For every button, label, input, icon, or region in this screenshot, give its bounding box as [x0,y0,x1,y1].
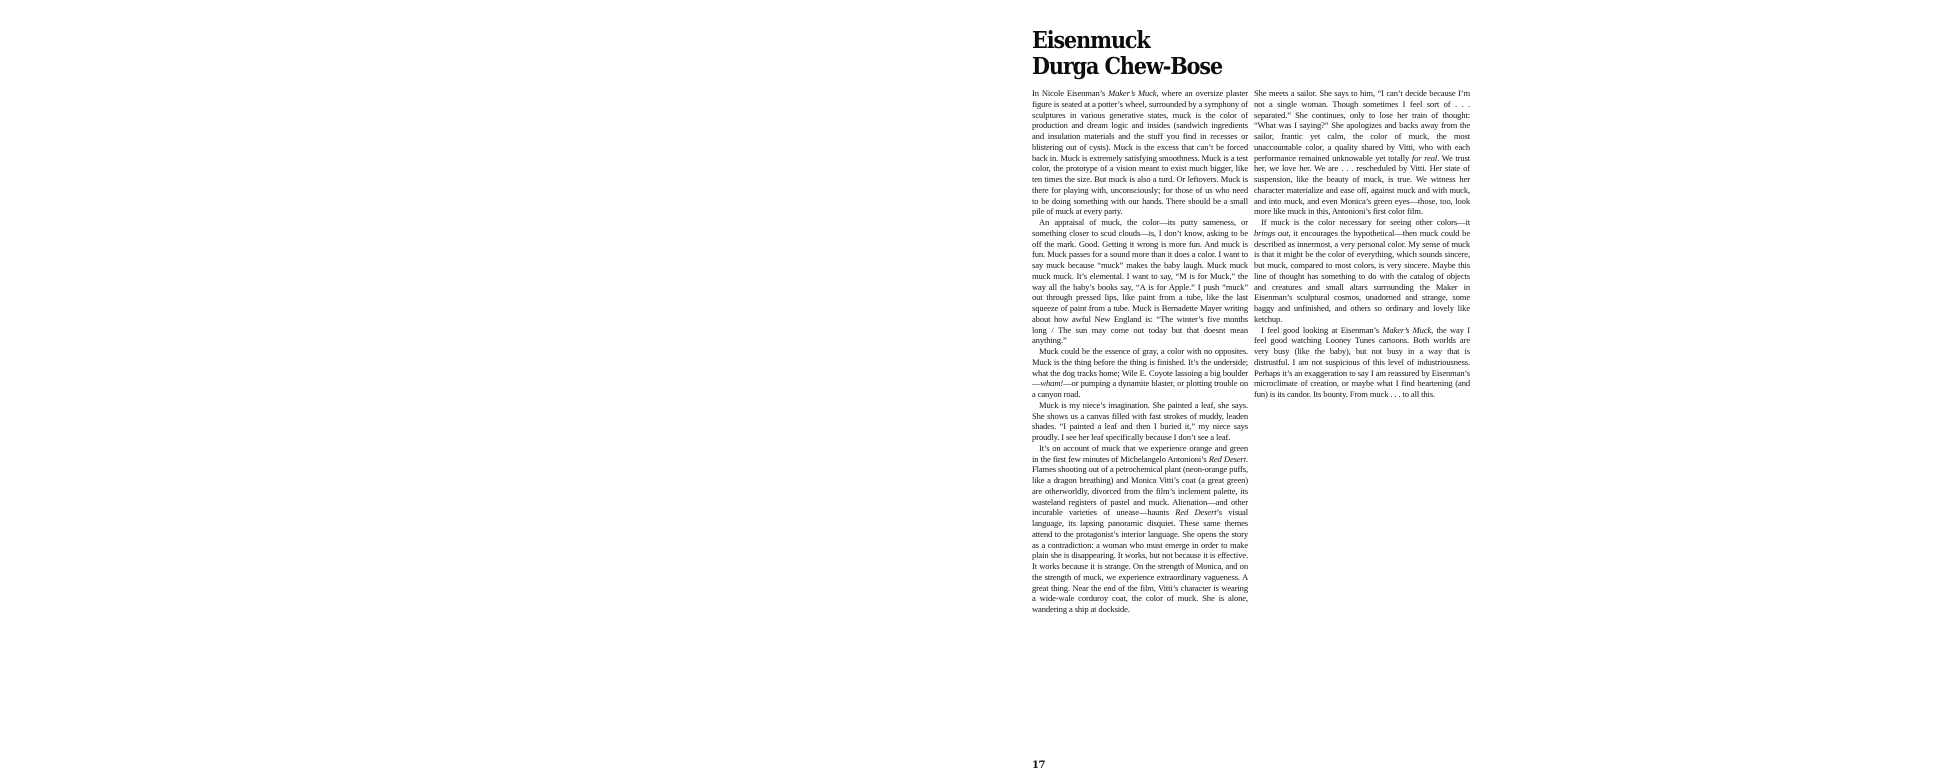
paragraph: In Nicole Eisenman’s Maker’s Muck, where an oversize plaster figure is seated at a potter’s wheel, surrounded by a symphony of sculptures in various generative states, muck is the color of production and dream logic and insides (sandwich ingredients and insulation materials and the stuff you find in recesses or blistering out of cysts). Muck is the excess that can’t be forced back in. Muck is extremely satisfying smoothness. Muck is a test color, the prototype of a vision meant to exist much bigger, like ten times the size. But muck is also a turd. Or leftovers. Muck is there for playing with, unconsciously; for those of us who need to be doing something with our hands. There should be a small pile of muck at every party. [1032,88,1248,217]
film-title: Red Desert [1175,507,1217,518]
article-heading [1032,28,1243,80]
emphasis: wham! [1040,378,1064,389]
film-title: Red Desert [1208,453,1246,464]
artwork-title: Maker’s Muck [1382,324,1432,335]
paragraph: If muck is the color necessary for seeing other colors—it brings out, it encourages the hypothetical—then muck could be described as innermost, a very personal color. My sense of muck is that it might be the color of everything, which sounds sincere, but muck, compared to most colors, is very sincere. Maybe this line of thought has something to do with the catalog of objects and creatures and small altars surrounding the Maker in Eisenman’s sculptural cosmos, unadorned and strange, some baggy and unfinished, and others so ordinary and lovely like ketchup. [1254,217,1470,324]
paragraph: Muck is my niece’s imagination. She painted a leaf, she says. She shows us a canvas filled with fast strokes of muddy, leaden shades. “I painted a leaf and then I buried it,” my niece says proudly. I see her leaf specifically because I don’t see a leaf. [1032,399,1248,442]
paragraph: Muck could be the essence of gray, a color with no opposites. Muck is the thing before the thing is finished. It’s the underside; what the dog tracks home; Wile E. Coyote lassoing a big boulder—wham!—or pumping a dynamite blaster, or plotting trouble on a canyon road. [1032,346,1248,399]
page-number: 17 [1032,760,1045,771]
paragraph: She meets a sailor. She says to him, “I can’t decide because I’m not a single woman. Though sometimes I feel sort of . . . separated.” She continues, only to lose her train of thought: “What was I saying?” She apologizes and backs away from the sailor, frantic yet calm, the color of muck, the most unaccountable color, a quality shared by Vitti, who with each performance remained unknowable yet totally for real. We trust her, we love her. We are . . . rescheduled by Vitti. Her state of suspension, like the beauty of muck, is true. We witness her character materialize and ease off, against muck and with muck, and into muck, and even Monica’s green eyes—those, too, look more like muck in this, Antonioni’s first color film. [1254,88,1470,217]
emphasis: brings out [1254,227,1289,238]
paragraph: An appraisal of muck, the color—its putty sameness, or something closer to scud clouds—is, I don’t know, asking to be off the mark. Good. Getting it wrong is more fun. And muck is fun. Muck passes for a sound more than it does a color. I want to say muck because “muck” makes the baby laugh. Muck muck muck muck. It’s elemental. I want to say, “M is for Muck,” the way all the baby’s books say, “A is for Apple.” I push “muck” out through pressed lips, like paint from a tube, like the last squeeze of paint from a tube. Muck is Bernadette Mayer writing about how awful New England is: “The winter’s five months long / The sun may come out today but that doesnt mean anything.” [1032,217,1248,346]
artwork-title: Maker’s Muck [1108,88,1157,98]
paragraph: It’s on account of muck that we experience orange and green in the first few minutes of Michelangelo Antonioni’s Red Desert. Flames shooting out of a petrochemical plant (neon-orange puffs, like a dragon breathing) and Monica Vitti’s coat (a great green) are otherworldly, divorced from the film’s inclement palette, its wasteland registers of pastel and muck. Alienation—and other incurable varieties of unease—haunts Red Desert’s visual language, its lapsing panoramic disquiet. These same themes attend to the protagonist’s interior language. She opens the story as a contradiction: a woman who must emerge in order to make plain she is disappearing. It works, but not because it is effective. It works because it is strange. On the strength of Monica, and on the strength of muck, we experience extraordinary vagueness. A great thing. Near the end of the film, Vitti’s character is wearing a wide-wale corduroy coat, the color of muck. She is alone, wandering a ship at dockside. [1032,442,1248,614]
emphasis: for real [1411,152,1438,163]
article-author: Durga Chew-Bose [1032,53,1223,80]
text-column-left [1032,88,1248,615]
paragraph: I feel good looking at Eisenman’s Maker’s Muck, the way I feel good watching Looney Tunes cartoons. Both worlds are very busy (like the baby), but not busy in a way that is distrustful. I am not suspicious of this level of industriousness. Perhaps it’s an exaggeration to say I am reassured by Eisenman’s microclimate of creation, or maybe what I find heartening (and fun) is its candor. Its bounty. From muck . . . to all this. [1254,324,1470,399]
article-title: Eisenmuck [1032,27,1150,54]
magazine-page [1032,28,1474,778]
text-column-right [1254,88,1470,400]
